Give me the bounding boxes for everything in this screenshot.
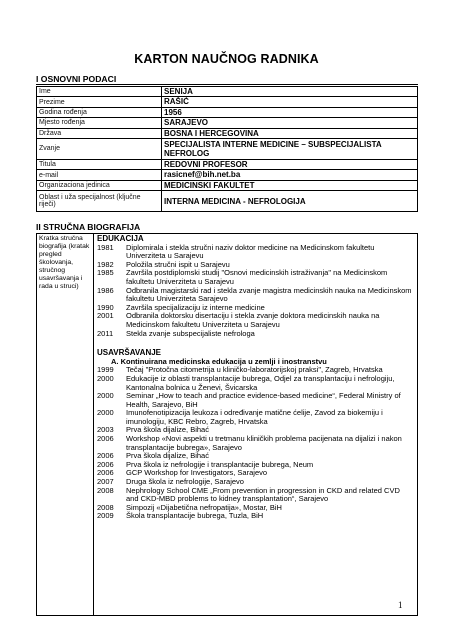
info-value: INTERNA MEDICINA - NEFROLOGIJA bbox=[162, 191, 418, 212]
education-item bbox=[97, 312, 414, 329]
training-item-year: 2003 bbox=[97, 425, 114, 435]
training-item-year: 2006 bbox=[97, 451, 114, 461]
info-value: REDOVNI PROFESOR bbox=[162, 159, 418, 169]
info-row bbox=[37, 97, 418, 107]
info-row bbox=[37, 107, 418, 117]
info-value: SARAJEVO bbox=[162, 118, 418, 128]
info-row bbox=[37, 128, 418, 138]
info-label: Prezime bbox=[37, 97, 162, 107]
training-item-text: Nephrology School CME „From prevention in progression in CKD and related CVD and CKD-MBD problems to kidney transplantation“, Sarajevo bbox=[126, 485, 400, 504]
info-label: Oblast i uža specijalnost (ključne riječi) bbox=[37, 191, 162, 212]
info-row bbox=[37, 138, 418, 159]
education-item bbox=[97, 244, 414, 261]
section-basic-rule bbox=[36, 84, 418, 85]
info-row bbox=[37, 118, 418, 128]
page-number: 1 bbox=[398, 600, 403, 610]
training-item bbox=[97, 392, 414, 409]
info-row bbox=[37, 191, 418, 212]
education-item-year: 1990 bbox=[97, 302, 114, 312]
education-item-text: Završila specijalizaciju iz interne medicine bbox=[126, 302, 265, 312]
info-label: Zvanje bbox=[37, 138, 162, 159]
info-label: Godina rođenja bbox=[37, 107, 162, 117]
training-heading: USAVRŠAVANJE bbox=[97, 348, 162, 358]
biography-content bbox=[94, 234, 417, 615]
training-item-text: Prva škola dijalize, Bihać bbox=[126, 451, 209, 461]
info-row bbox=[37, 180, 418, 190]
education-item-text: Odbranila magistarski rad i stekla zvanje magistra medicinskih nauka na Medicinskom fakultetu Univerziteta Sarajevo bbox=[126, 285, 412, 304]
training-item-text: Škola transplantacije bubrega, Tuzla, BiH bbox=[126, 511, 264, 521]
info-row bbox=[37, 170, 418, 180]
info-row bbox=[37, 87, 418, 97]
training-item-text: Prva škola dijalize, Bihać bbox=[126, 425, 209, 435]
training-item-text: Seminar „How to teach and practice evidence-based medicine“, Federal Ministry of Health, Sarajevo, BiH bbox=[126, 391, 401, 409]
training-item-year: 2000 bbox=[97, 373, 114, 383]
training-item-text: Workshop «Novi aspekti u tretmanu kliničkih problema pacijenata na dijalizi i nakon transplantacije bubrega», Sarajevo bbox=[126, 434, 402, 452]
education-heading: EDUKACIJA bbox=[97, 234, 144, 243]
education-item-text: Stekla zvanje subspecijaliste nefrologa bbox=[126, 328, 255, 338]
training-item-text: Tečaj "Protočna citometrija u kliničko-laboratorijskoj praksi", Zagreb, Hrvatska bbox=[126, 365, 383, 375]
training-item-year: 2009 bbox=[97, 511, 114, 521]
education-item bbox=[97, 330, 414, 339]
education-item-year: 1986 bbox=[97, 285, 114, 295]
info-label: Ime bbox=[37, 87, 162, 97]
training-item-text: Druga škola iz nefrologije, Sarajevo bbox=[126, 477, 244, 487]
education-item bbox=[97, 287, 414, 304]
info-value[interactable]: rasicnef@bih.net.ba bbox=[162, 170, 418, 180]
training-item-year: 2006 bbox=[97, 434, 114, 444]
training-item-year: 2000 bbox=[97, 391, 114, 401]
training-item-year: 1999 bbox=[97, 365, 114, 375]
training-item bbox=[97, 375, 414, 392]
training-item-text: Imunofenotipizacija leukoza i određivanje matične ćelije, Zavod za biokemiju i imunologiju, KBC Rebro, Zagreb, Hrvatska bbox=[126, 408, 383, 426]
info-label: Titula bbox=[37, 159, 162, 169]
education-item-text: Odbranila doktorsku disertaciju i stekla zvanje doktora medicinskih nauka na Medicinskom fakultetu Univerziteta u Sarajevu bbox=[126, 311, 380, 329]
education-item-year: 1982 bbox=[97, 259, 114, 269]
training-item bbox=[97, 409, 414, 426]
info-value: MEDICINSKI FAKULTET bbox=[162, 180, 418, 190]
section-basic-heading: I OSNOVNI PODACI bbox=[36, 74, 117, 84]
training-subheading: A. Kontinuirana medicinska edukacija u zemlji i inostranstvu bbox=[111, 356, 327, 366]
training-item-year: 2006 bbox=[97, 459, 114, 469]
page-title: KARTON NAUČNOG RADNIKA bbox=[134, 52, 319, 66]
education-item-text: Diplomirala i stekla stručni naziv doktor medicine na Medicinskom fakultetu Univerziteta u Sarajevu bbox=[126, 242, 375, 261]
basic-info-table bbox=[36, 86, 418, 212]
education-item-year: 2001 bbox=[97, 311, 114, 321]
education-item-year: 1985 bbox=[97, 268, 114, 278]
training-item bbox=[97, 487, 414, 504]
info-value: SENIJA bbox=[162, 87, 418, 97]
training-item-text: Edukacije iz oblasti transplantacije bubrega, Odjel za transplantaciju i nefrologiju, Kantonalna bolnica u Ženevi, Švicarska bbox=[126, 373, 395, 392]
training-item-year: 2007 bbox=[97, 477, 114, 487]
biography-label: Kratka stručna biografija (kratak pregled školovanja, stručnog usavršavanja i rada u struci) bbox=[37, 234, 94, 615]
education-list bbox=[97, 244, 414, 339]
info-value: RAŠIĆ bbox=[162, 97, 418, 107]
info-value: SPECIJALISTA INTERNE MEDICINE – SUBSPECIJALISTA NEFROLOG bbox=[162, 138, 418, 159]
info-label: Država bbox=[37, 128, 162, 138]
info-row bbox=[37, 159, 418, 169]
biography-box bbox=[36, 233, 418, 616]
training-item bbox=[97, 512, 414, 521]
info-value: BOSNA I HERCEGOVINA bbox=[162, 128, 418, 138]
info-label: Organizaciona jedinica bbox=[37, 180, 162, 190]
training-item-year: 2000 bbox=[97, 408, 114, 418]
info-label: Mjesto rođenja bbox=[37, 118, 162, 128]
training-item-year: 2008 bbox=[97, 485, 114, 495]
info-value: 1956 bbox=[162, 107, 418, 117]
training-item-year: 2006 bbox=[97, 468, 114, 478]
training-list bbox=[97, 366, 414, 521]
education-item-text: Završila postdiplomski studij "Osnovi medicinskih istraživanja" na Medicinskom fakultetu Univerziteta u Sarajevu bbox=[126, 268, 388, 286]
info-label: e-mail bbox=[37, 170, 162, 180]
training-item-text: Prva škola iz nefrologije i transplantacije bubrega, Neum bbox=[126, 459, 314, 469]
training-item-text: GCP Workshop for Investigators, Sarajevo bbox=[126, 468, 268, 478]
section-bio-heading: II STRUČNA BIOGRAFIJA bbox=[36, 222, 141, 232]
training-item-text: Simpozij «Dijabetična nefropatija», Mostar, BiH bbox=[126, 502, 282, 512]
training-item bbox=[97, 435, 414, 452]
education-item bbox=[97, 269, 414, 286]
education-item-text: Položila stručni ispit u Sarajevu bbox=[126, 259, 230, 269]
education-item-year: 1981 bbox=[97, 242, 114, 252]
training-item-year: 2008 bbox=[97, 502, 114, 512]
education-item-year: 2011 bbox=[97, 328, 114, 338]
